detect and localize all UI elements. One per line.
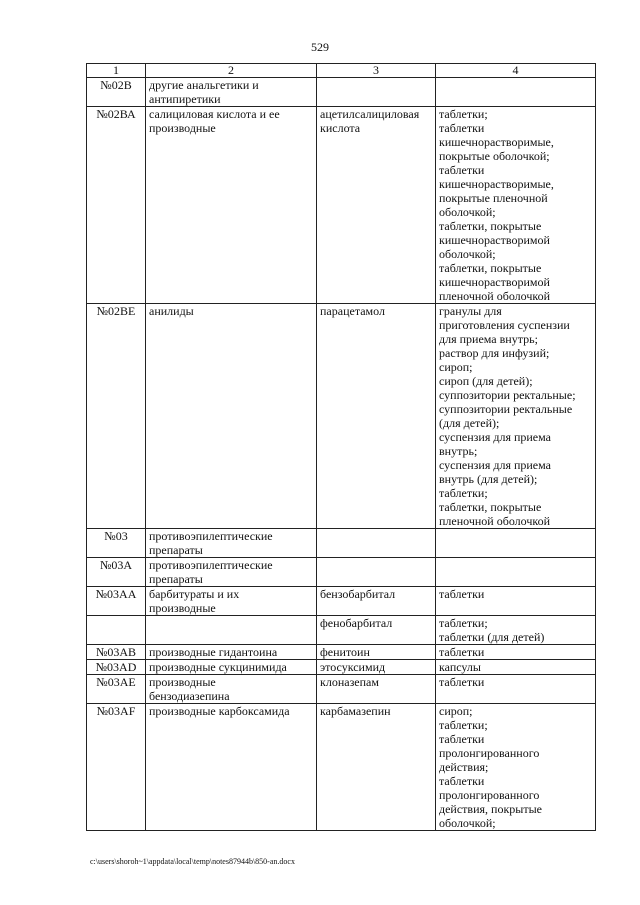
forms-cell-line: кишечнорастворимой [439,275,550,289]
forms-cell [436,107,596,304]
drug-cell [317,675,436,704]
group-cell-line: салициловая кислота и ее [149,107,280,121]
code-cell: №03АА [87,587,146,616]
header-cell-2: 2 [146,64,317,78]
group-cell [146,660,317,675]
page-number: 529 [311,40,329,54]
drug-cell-line: парацетамол [320,304,385,318]
forms-cell-line: пленочной оболочкой [439,289,551,303]
group-cell-line: бензодиазепина [149,689,230,703]
group-cell-line: производные [149,121,216,135]
group-cell-line: противоэпилептические [149,558,273,572]
forms-cell [436,304,596,529]
forms-cell-line: пролонгированного [439,788,540,802]
forms-cell-line: таблетки; [439,107,488,121]
forms-cell [436,660,596,675]
code-cell: №03АЕ [87,675,146,704]
drug-cell-line: клоназепам [320,675,379,689]
code-cell: №02ВА [87,107,146,304]
group-cell-line: препараты [149,572,203,586]
table-row [87,704,596,831]
group-cell [146,558,317,587]
group-cell [146,78,317,107]
group-cell-line: производные сукцинимида [149,660,287,674]
group-cell [146,675,317,704]
forms-cell-line: суспензия для приема [439,430,551,444]
forms-cell-line: сироп; [439,704,473,718]
drug-cell [317,107,436,304]
table-header-row [87,64,596,78]
drug-cell-line: фенобарбитал [320,616,393,630]
group-cell-line: производные [149,601,216,615]
code-cell: №03А [87,558,146,587]
forms-cell-line: таблетки, покрытые [439,500,542,514]
forms-cell-line: сироп (для детей); [439,374,533,388]
forms-cell-line: внутрь (для детей); [439,472,538,486]
drug-cell [317,304,436,529]
header-cell-3: 3 [317,64,436,78]
forms-cell-line: таблетки [439,587,485,601]
forms-cell-line: таблетки [439,774,485,788]
forms-cell-line: таблетки; [439,718,488,732]
table-row [87,616,596,645]
forms-cell-line: оболочкой; [439,816,496,830]
forms-cell-line: (для детей); [439,416,500,430]
forms-cell-line: таблетки, покрытые [439,219,542,233]
drug-cell-line: фенитоин [320,645,370,659]
drug-cell [317,616,436,645]
group-cell-line: производные [149,675,216,689]
group-cell-line: другие анальгетики и [149,78,259,92]
drug-cell [317,645,436,660]
code-cell: №03 [87,529,146,558]
forms-cell-line: таблетки (для детей) [439,630,545,644]
group-cell [146,107,317,304]
table-row [87,78,596,107]
forms-cell-line: приготовления суспензии [439,318,570,332]
group-cell [146,304,317,529]
table-row [87,675,596,704]
forms-cell-line: суппозитории ректальные; [439,388,576,402]
drug-cell-line: кислота [320,121,361,135]
forms-cell [436,78,596,107]
forms-cell-line: внутрь; [439,444,478,458]
forms-cell-line: пролонгированного [439,746,540,760]
forms-cell [436,587,596,616]
code-cell: №03АD [87,660,146,675]
drug-cell-line: ацетилсалициловая [320,107,420,121]
drug-cell [317,660,436,675]
code-cell: №02В [87,78,146,107]
drug-cell-line: этосуксимид [320,660,386,674]
forms-cell [436,675,596,704]
forms-cell-line: таблетки [439,645,485,659]
header-cell-1: 1 [87,64,146,78]
forms-cell-line: таблетки [439,732,485,746]
footer-file-path: c:\users\shoroh~1\appdata\local\temp\notes87944b\850-an.docx [90,857,295,866]
forms-cell-line: действия, покрытые [439,802,542,816]
drug-cell [317,704,436,831]
forms-cell-line: раствор для инфузий; [439,346,550,360]
group-cell [146,645,317,660]
header-cell-4: 4 [436,64,596,78]
code-cell: №03АF [87,704,146,831]
group-cell-line: производные карбоксамида [149,704,290,718]
table-row [87,587,596,616]
group-cell-line: производные гидантоина [149,645,278,659]
forms-cell-line: покрытые оболочкой; [439,149,550,163]
forms-cell-line: таблетки [439,121,485,135]
forms-cell-line: оболочкой; [439,205,496,219]
group-cell-line: анилиды [149,304,194,318]
drug-cell [317,78,436,107]
table-row [87,529,596,558]
forms-cell-line: оболочкой; [439,247,496,261]
forms-cell-line: действия; [439,760,489,774]
drug-cell [317,558,436,587]
forms-cell-line: капсулы [439,660,481,674]
forms-cell-line: кишечнорастворимой [439,233,550,247]
forms-cell-line: таблетки; [439,486,488,500]
forms-cell-line: кишечнорастворимые, [439,177,554,191]
drug-cell-line: бензобарбитал [320,587,396,601]
group-cell [146,529,317,558]
drug-cell [317,587,436,616]
group-cell-line: антипиретики [149,92,221,106]
table-row [87,558,596,587]
forms-cell-line: пленочной оболочкой [439,514,551,528]
drug-cell-line: карбамазепин [320,704,391,718]
table-row [87,660,596,675]
forms-cell-line: покрытые пленочной [439,191,548,205]
code-cell [87,616,146,645]
forms-cell [436,616,596,645]
code-cell: №03АВ [87,645,146,660]
forms-cell-line: таблетки [439,675,485,689]
forms-cell-line: сироп; [439,360,473,374]
table-row [87,107,596,304]
group-cell-line: препараты [149,543,203,557]
forms-cell [436,529,596,558]
forms-cell-line: гранулы для [439,304,502,318]
code-cell: №02ВЕ [87,304,146,529]
group-cell [146,587,317,616]
group-cell-line: противоэпилептические [149,529,273,543]
forms-cell-line: для приема внутрь; [439,332,538,346]
group-cell [146,704,317,831]
drug-cell [317,529,436,558]
group-cell [146,616,317,645]
forms-cell [436,558,596,587]
forms-cell-line: суппозитории ректальные [439,402,573,416]
group-cell-line: барбитураты и их [149,587,240,601]
forms-cell [436,645,596,660]
forms-cell-line: кишечнорастворимые, [439,135,554,149]
forms-cell-line: таблетки; [439,616,488,630]
drug-table [86,63,596,831]
table-row [87,645,596,660]
forms-cell [436,704,596,831]
forms-cell-line: суспензия для приема [439,458,551,472]
forms-cell-line: таблетки [439,163,485,177]
forms-cell-line: таблетки, покрытые [439,261,542,275]
table-row [87,304,596,529]
